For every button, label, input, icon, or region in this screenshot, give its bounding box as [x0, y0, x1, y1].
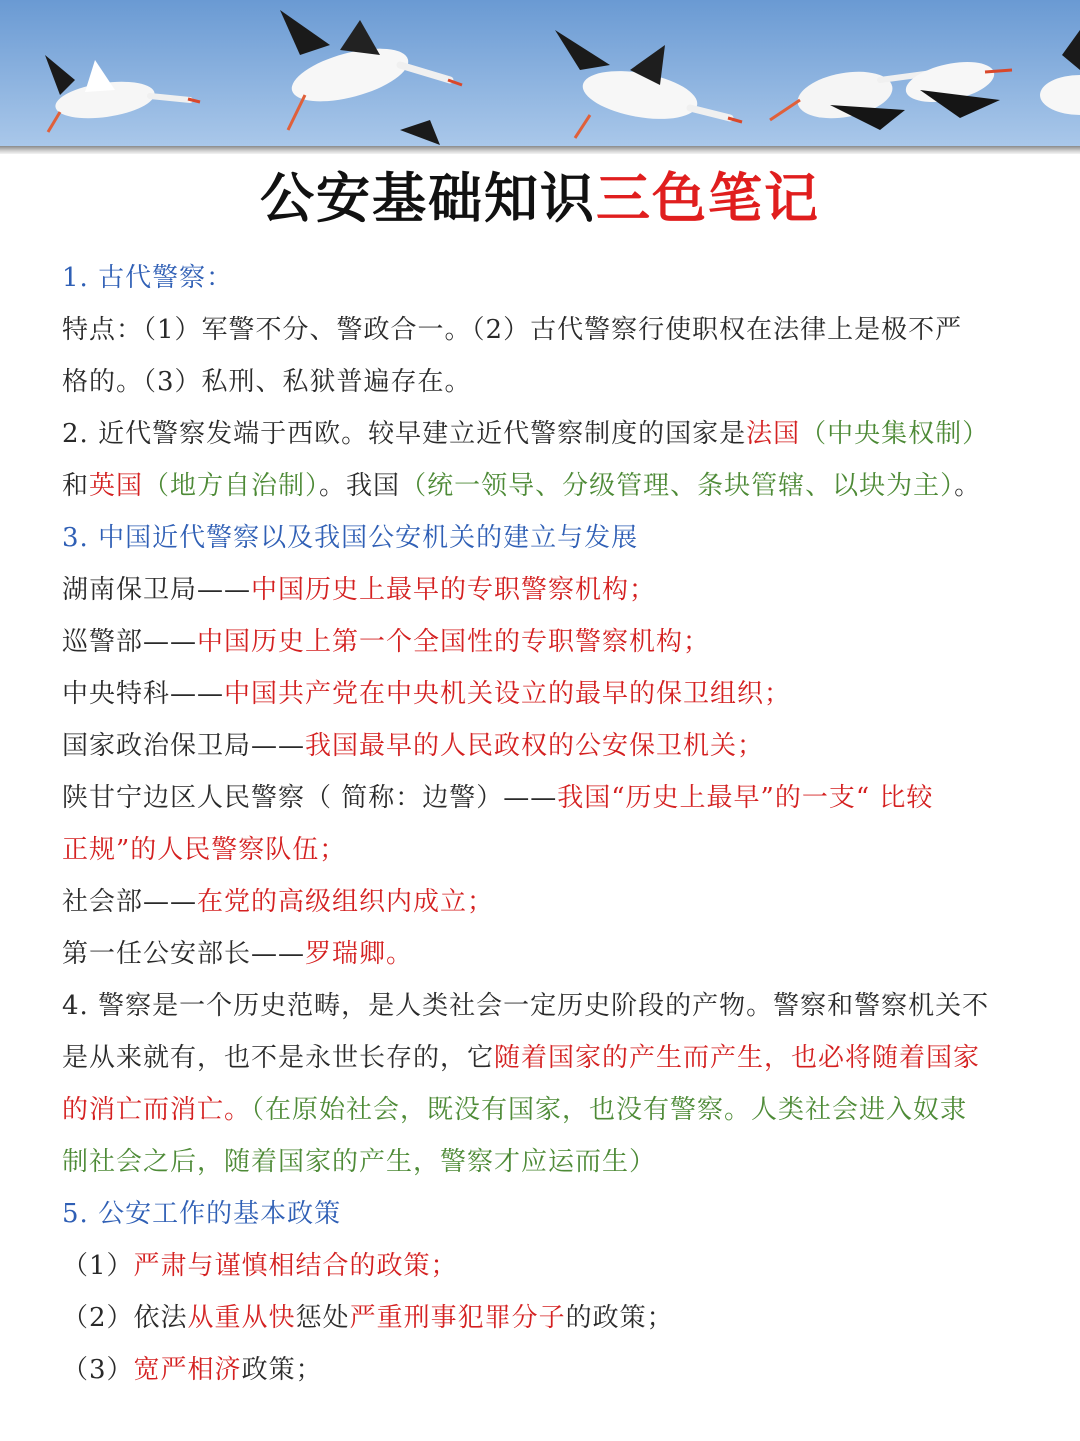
note-text-red: 中国历史上最早的专职警察机构；: [251, 575, 657, 605]
note-text-red: 严肃与谨慎相结合的政策；: [133, 1251, 458, 1281]
notes-body: [62, 252, 1022, 1396]
title-part-black: 公安基础知识: [260, 166, 596, 230]
flying-cranes-image: [0, 0, 1080, 148]
note-text-green: （在原始社会，既没有国家，也没有警察。人类社会进入奴隶: [251, 1095, 968, 1125]
note-text-dark: （1）: [62, 1251, 134, 1281]
note-text-green: （地方自治制）: [143, 471, 320, 501]
note-text-dark: 是从来就有，也不是永世长存的，它: [62, 1043, 495, 1073]
note-text-dark: 巡警部——: [62, 627, 198, 657]
note-line: [62, 356, 1022, 408]
note-line: [62, 1032, 1022, 1084]
banner-photo: [0, 0, 1080, 148]
note-line: [62, 1188, 1022, 1240]
note-line: [62, 1240, 1022, 1292]
note-line: [62, 824, 1022, 876]
note-text-red: 从重从快: [187, 1303, 296, 1333]
note-line: [62, 460, 1022, 512]
note-text-red: 法国: [746, 419, 801, 449]
note-text-dark: 国家政治保卫局——: [62, 731, 306, 761]
note-text-dark: 格的。（3）私刑、私狱普遍存在。: [62, 367, 472, 397]
note-text-dark: 。: [954, 471, 982, 501]
note-text-red: 严重刑事犯罪分子: [349, 1303, 566, 1333]
note-line: [62, 772, 1022, 824]
note-text-red: 中国历史上第一个全国性的专职警察机构；: [197, 627, 711, 657]
note-text-green: （统一领导、分级管理、条块管辖、以块为主）: [400, 471, 955, 501]
note-text-blue: 5. 公安工作的基本政策: [62, 1199, 342, 1229]
note-text-dark: 社会部——: [62, 887, 198, 917]
note-line: [62, 564, 1022, 616]
note-text-dark: 第一任公安部长——: [62, 939, 306, 969]
title-part-red: 三色笔记: [596, 166, 820, 230]
note-line: [62, 876, 1022, 928]
page-title: [0, 166, 1080, 230]
note-text-red: 我国“历史上最早”的一支“ 比较: [557, 783, 934, 813]
note-text-red: 英国: [89, 471, 144, 501]
note-text-green: （中央集权制）: [800, 419, 990, 449]
note-text-red: 在党的高级组织内成立；: [197, 887, 495, 917]
note-text-dark: 政策；: [241, 1355, 323, 1385]
note-line: [62, 252, 1022, 304]
note-text-dark: 湖南保卫局——: [62, 575, 252, 605]
note-text-green: 制社会之后，随着国家的产生，警察才应运而生）: [62, 1147, 657, 1177]
note-text-dark: （3）: [62, 1355, 134, 1385]
note-text-dark: 。我国: [319, 471, 401, 501]
note-text-red: 罗瑞卿。: [305, 939, 414, 969]
note-text-red: 正规”的人民警察队伍；: [62, 835, 347, 865]
banner-frame: [0, 146, 1080, 154]
note-line: [62, 1084, 1022, 1136]
note-text-dark: 中央特科——: [62, 679, 225, 709]
note-text-dark: 特点：（1）军警不分、警政合一。（2）古代警察行使职权在法律上是极不严: [62, 315, 963, 345]
note-line: [62, 304, 1022, 356]
note-text-red: 中国共产党在中央机关设立的最早的保卫组织；: [224, 679, 792, 709]
note-line: [62, 1292, 1022, 1344]
note-line: [62, 1136, 1022, 1188]
note-text-dark: 的政策；: [565, 1303, 674, 1333]
note-line: [62, 408, 1022, 460]
note-text-red: 随着国家的产生而产生，也必将随着国家: [494, 1043, 981, 1073]
note-text-dark: 陕甘宁边区人民警察（ 简称：边警）——: [62, 783, 558, 813]
note-text-dark: 4. 警察是一个历史范畴，是人类社会一定历史阶段的产物。警察和警察机关不: [62, 991, 990, 1021]
note-line: [62, 928, 1022, 980]
note-line: [62, 1344, 1022, 1396]
note-text-dark: 和: [62, 471, 90, 501]
note-line: [62, 980, 1022, 1032]
note-text-red: 的消亡而消亡。: [62, 1095, 252, 1125]
note-text-red: 宽严相济: [133, 1355, 242, 1385]
note-text-blue: 1. 古代警察：: [62, 263, 234, 293]
note-text-blue: 3. 中国近代警察以及我国公安机关的建立与发展: [62, 523, 639, 553]
note-text-dark: 惩处: [295, 1303, 350, 1333]
note-text-dark: （2）依法: [62, 1303, 188, 1333]
note-line: [62, 668, 1022, 720]
note-line: [62, 512, 1022, 564]
note-line: [62, 616, 1022, 668]
note-line: [62, 720, 1022, 772]
note-text-red: 我国最早的人民政权的公安保卫机关；: [305, 731, 765, 761]
note-text-dark: 2. 近代警察发端于西欧。较早建立近代警察制度的国家是: [62, 419, 747, 449]
